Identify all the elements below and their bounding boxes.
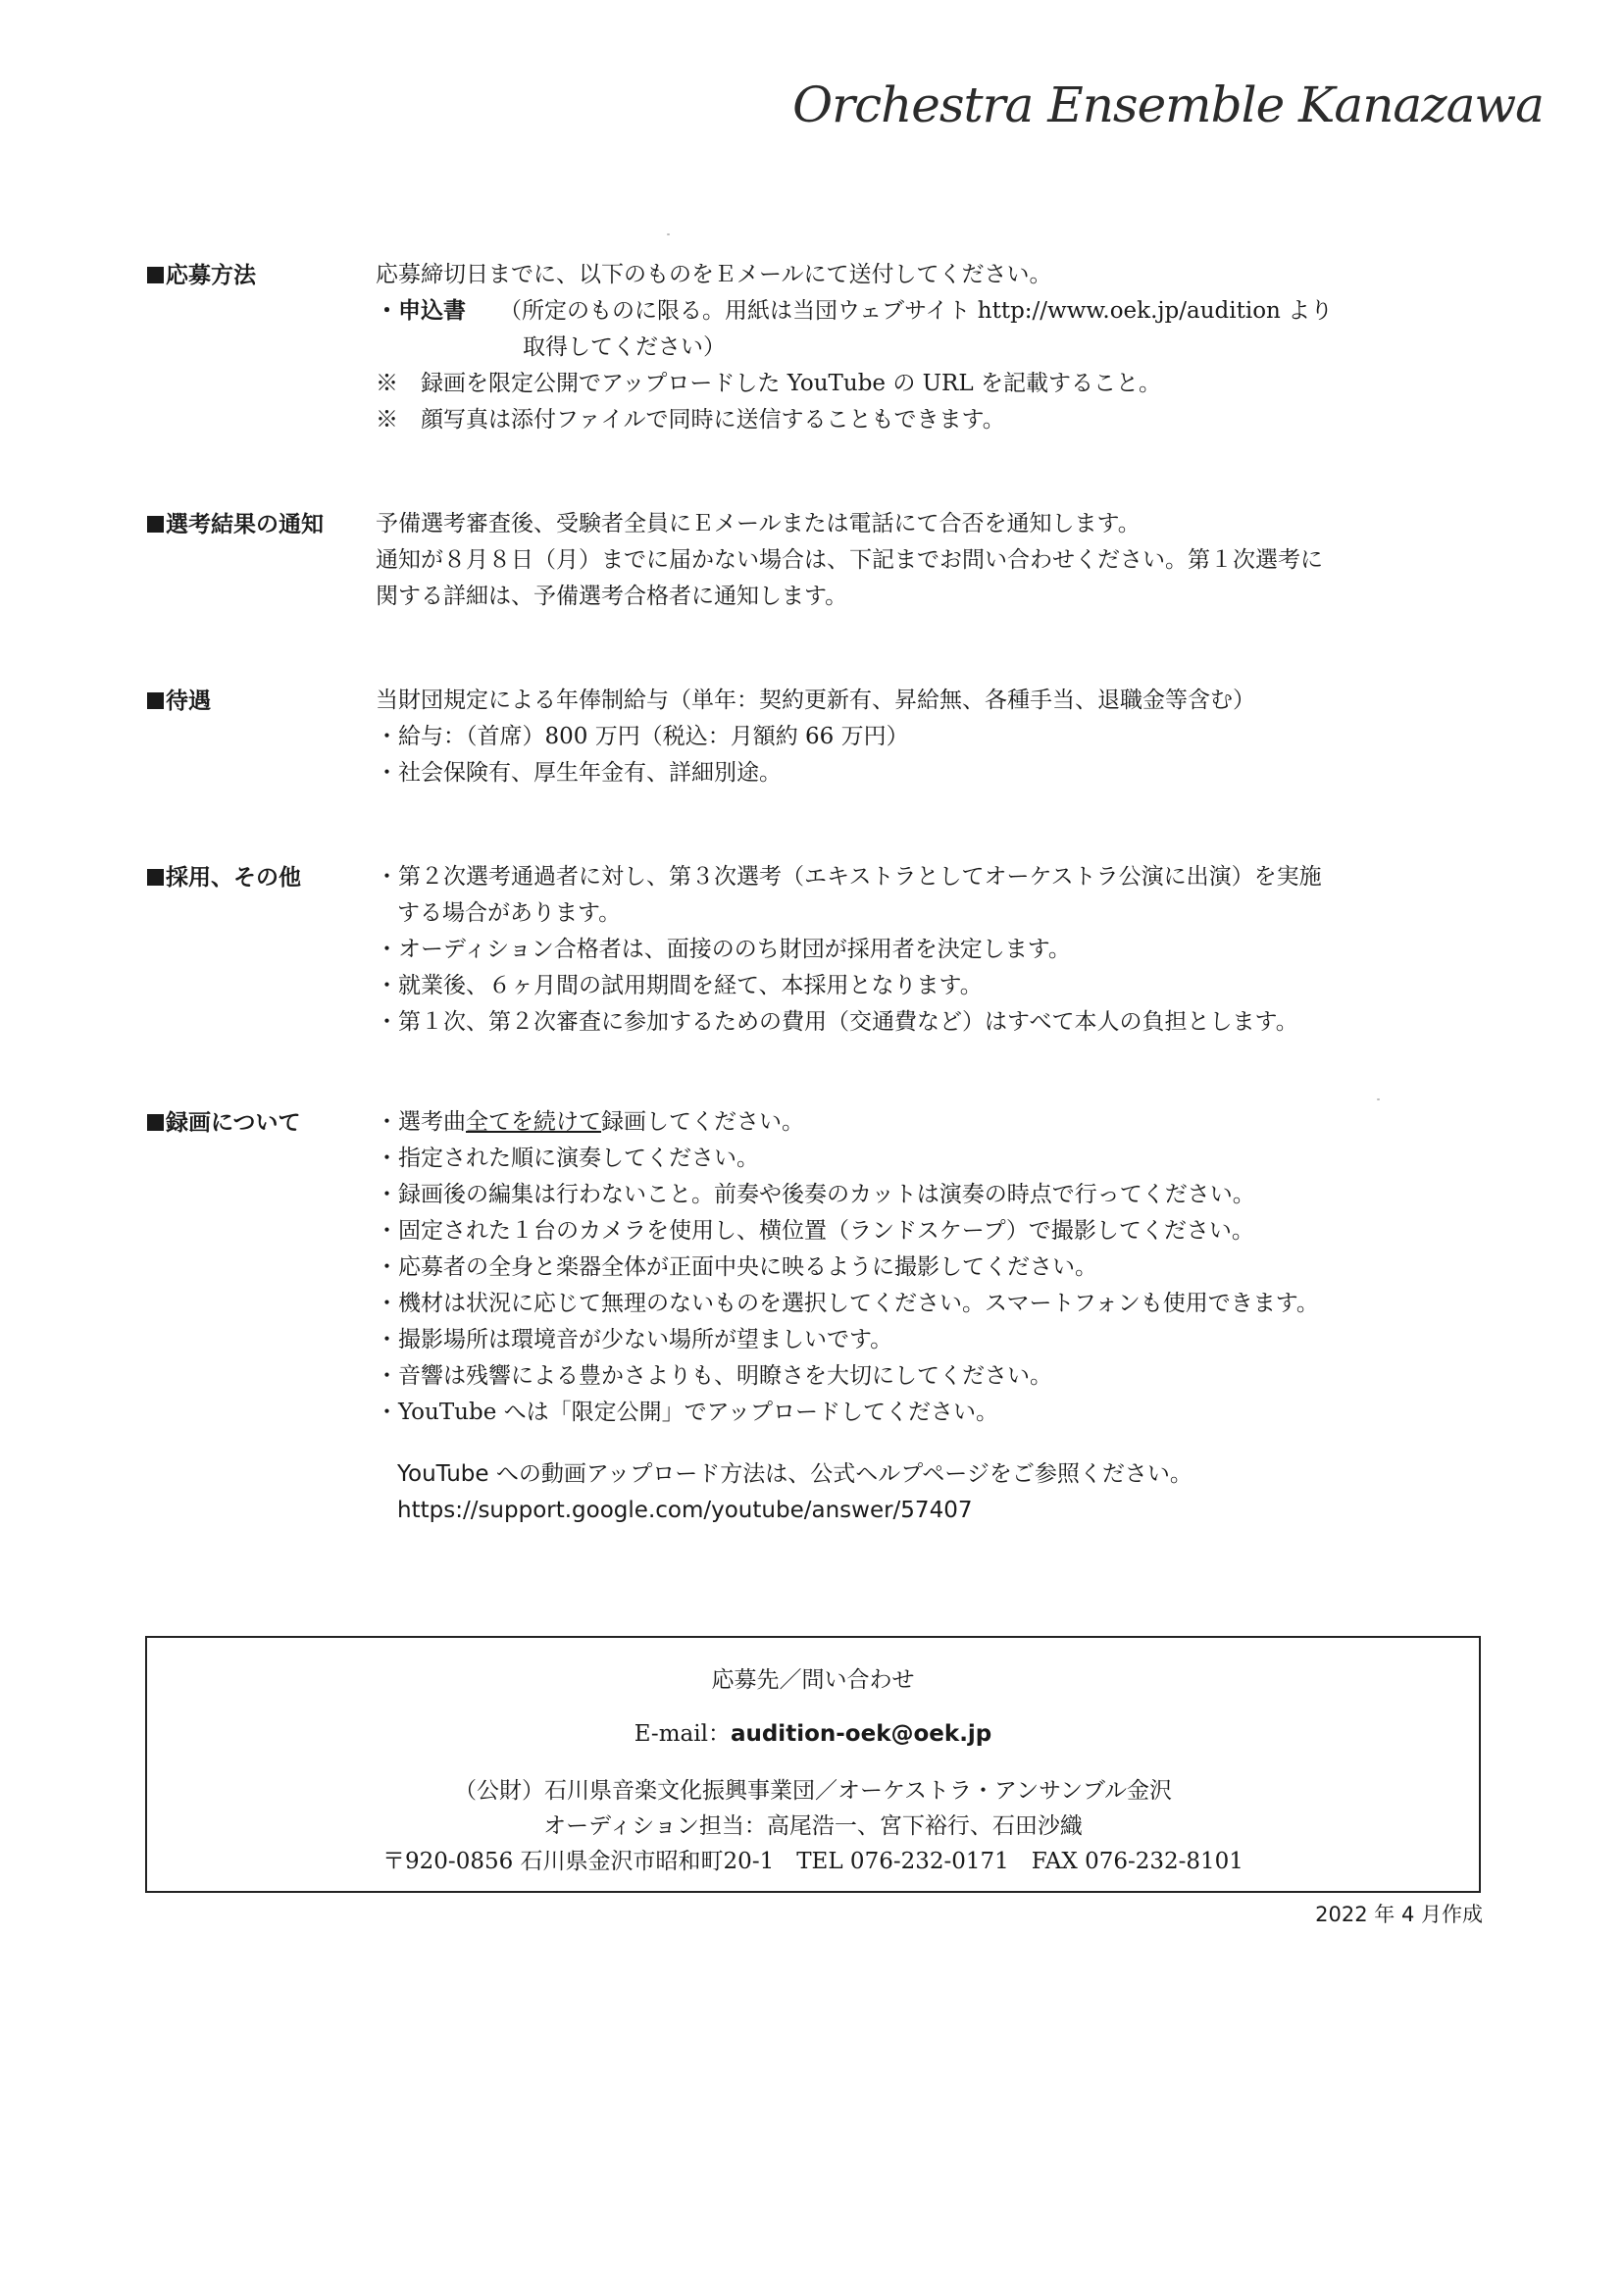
square-bullet-icon: [147, 869, 164, 886]
scan-speck: [1377, 1098, 1380, 1100]
recording-item: ・機材は状況に応じて無理のないものを選択してください。スマートフォンも使用できます。: [376, 1291, 1319, 1316]
logo-text: Orchestra Ensemble Kanazawa: [792, 76, 1544, 133]
creation-date: 2022 年 4 月作成: [1315, 1903, 1483, 1926]
hiring-line: する場合があります。: [397, 900, 622, 926]
section-body: [376, 1104, 1445, 1529]
recording-item: ・固定された１台のカメラを使用し、横位置（ランドスケープ）で撮影してください。: [376, 1218, 1254, 1244]
section-heading: 録画について: [147, 1104, 373, 1137]
contact-details: [147, 1773, 1479, 1879]
notice-line: 通知が８月８日（月）までに届かない場合は、下記までお問い合わせください。第１次選考に: [376, 547, 1323, 573]
contact-org: （公財）石川県音楽文化振興事業団／オーケストラ・アンサンブル金沢: [453, 1778, 1173, 1804]
contact-staff: オーディション担当：高尾浩一、宮下裕行、石田沙織: [543, 1813, 1083, 1839]
recording-item: ・指定された順に演奏してください。: [376, 1146, 759, 1171]
contact-box: [145, 1636, 1481, 1893]
apply-item: ・申込書 （所定のものに限る。用紙は当団ウェブサイト http://www.oek.jp/audition より: [376, 298, 1334, 324]
help-text: YouTube への動画アップロード方法は、公式ヘルプページをご参照ください。: [397, 1461, 1193, 1487]
apply-item-cont: 取得してください）: [523, 334, 726, 360]
recording-item: ・撮影場所は環境音が少ない場所が望ましいです。: [376, 1327, 893, 1352]
youtube-help: [376, 1456, 1445, 1529]
square-bullet-icon: [147, 692, 164, 709]
contact-address: 〒920-0856 石川県金沢市昭和町20-1 TEL 076-232-0171 FAX 076-232-8101: [382, 1849, 1243, 1874]
scan-speck: [667, 233, 670, 235]
square-bullet-icon: [147, 516, 164, 533]
section-body: [376, 506, 1445, 615]
help-url-link[interactable]: https://support.google.com/youtube/answer/57407: [397, 1498, 973, 1523]
section-body: [376, 859, 1445, 1041]
square-bullet-icon: [147, 267, 164, 283]
orchestra-logo: [792, 69, 1544, 157]
contact-email: E-mail：audition-oek@oek.jp: [634, 1721, 992, 1747]
hiring-line: ・就業後、６ヶ月間の試用期間を経て、本採用となります。: [376, 973, 983, 998]
notice-line: 関する詳細は、予備選考合格者に通知します。: [376, 584, 848, 609]
recording-item: ・録画後の編集は行わないこと。前奏や後奏のカットは演奏の時点で行ってください。: [376, 1182, 1255, 1207]
hiring-line: ・オーディション合格者は、面接ののち財団が採用者を決定します。: [376, 937, 1071, 962]
treatment-line: ・社会保険有、厚生年金有、詳細別途。: [376, 760, 782, 786]
recording-item: ・選考曲全てを続けて録画してください。: [376, 1109, 804, 1135]
apply-intro: 応募締切日までに、以下のものをＥメールにて送付してください。: [376, 262, 1052, 287]
recording-item: ・音響は残響による豊かさよりも、明瞭さを大切にしてください。: [376, 1363, 1052, 1389]
hiring-line: ・第２次選考通過者に対し、第３次選考（エキストラとしてオーケストラ公演に出演）を実施: [376, 864, 1322, 890]
apply-note: ※ 録画を限定公開でアップロードした YouTube の URL を記載すること。: [376, 371, 1161, 396]
contact-title: 応募先／問い合わせ: [711, 1667, 915, 1693]
section-heading: 採用、その他: [147, 859, 373, 892]
section-body: [376, 257, 1445, 438]
treatment-line: 当財団規定による年俸制給与（単年：契約更新有、昇給無、各種手当、退職金等含む）: [376, 688, 1255, 713]
treatment-line: ・給与：（首席）800 万円（税込：月額約 66 万円）: [376, 724, 909, 749]
recording-item: ・YouTube へは「限定公開」でアップロードしてください。: [376, 1400, 999, 1425]
notice-line: 予備選考審査後、受験者全員にＥメールまたは電話にて合否を通知します。: [376, 511, 1141, 536]
recording-item: ・応募者の全身と楽器全体が正面中央に映るように撮影してください。: [376, 1254, 1097, 1280]
section-body: [376, 683, 1445, 791]
email-link[interactable]: audition-oek@oek.jp: [730, 1721, 992, 1747]
hiring-line: ・第１次、第２次審査に参加するための費用（交通費など）はすべて本人の負担とします。: [376, 1009, 1298, 1035]
section-heading: 応募方法: [147, 257, 373, 289]
section-heading: 待遇: [147, 683, 373, 715]
square-bullet-icon: [147, 1114, 164, 1131]
apply-note: ※ 顔写真は添付ファイルで同時に送信することもできます。: [376, 407, 1005, 433]
section-heading: 選考結果の通知: [147, 506, 373, 538]
